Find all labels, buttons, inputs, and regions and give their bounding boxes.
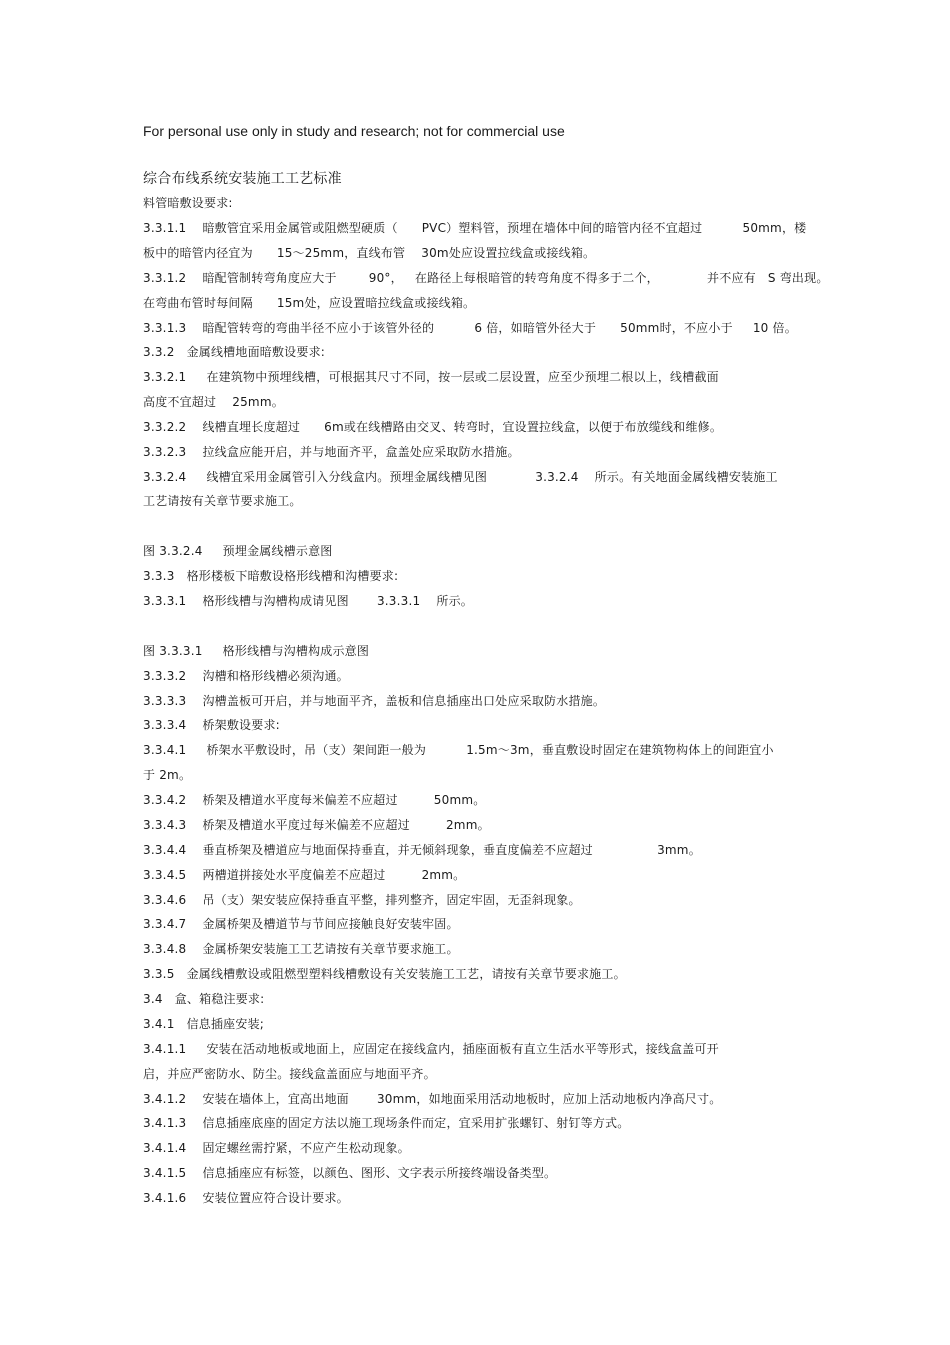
paragraph-line: 3.3.4.2 桥架及槽道水平度每米偏差不应超过 50mm。 bbox=[143, 793, 486, 807]
paragraph-line: 3.3.4.6 吊（支）架安装应保持垂直平整，排列整齐，固定牢固，无歪斜现象。 bbox=[143, 893, 581, 907]
paragraph-line: 3.4.1.2 安装在墙体上，宜高出地面 30mm，如地面采用活动地板时，应加上活动地板内净高尺寸。 bbox=[143, 1092, 722, 1106]
paragraph-line: 3.4.1.3 信息插座底座的固定方法以施工现场条件而定，宜采用扩张螺钉、射钉等方式。 bbox=[143, 1116, 630, 1130]
paragraph-line: 3.4.1.4 固定螺丝需拧紧，不应产生松动现象。 bbox=[143, 1141, 410, 1155]
section-heading: 3.4 盒、箱稳注要求: bbox=[143, 992, 265, 1006]
paragraph-line: 3.3.2.4 线槽宜采用金属管引入分线盒内。预埋金属线槽见图 3.3.2.4 所示。有关地面金属线槽安装施工 bbox=[143, 470, 778, 484]
paragraph-line: 3.3.4.8 金属桥架安装施工工艺请按有关章节要求施工。 bbox=[143, 942, 459, 956]
section-heading: 3.3.5 金属线槽敷设或阻燃型塑料线槽敷设有关安装施工工艺，请按有关章节要求施工。 bbox=[143, 967, 626, 981]
paragraph-line: 3.3.1.2 暗配管制转弯角度应大于 90°， 在路径上每根暗管的转弯角度不得多于二个， 并不应有 S 弯出现。 bbox=[143, 271, 829, 285]
paragraph-line: 板中的暗管内径宜为 15～25mm，直线布管 30m处应设置拉线盒或接线箱。 bbox=[143, 246, 596, 260]
paragraph-line: 3.3.3.4 桥架敷设要求: bbox=[143, 718, 280, 732]
figure-caption: 图 3.3.2.4 预埋金属线槽示意图 bbox=[143, 544, 333, 558]
section-heading: 3.3.3 格形楼板下暗敷设格形线槽和沟槽要求: bbox=[143, 569, 399, 583]
paragraph-line: 3.3.1.1 暗敷管宜采用金属管或阻燃型硬质（ PVC）塑料管，预埋在墙体中间的暗管内径不宜超过 50mm，楼 bbox=[143, 221, 807, 235]
figure-caption: 图 3.3.3.1 格形线槽与沟槽构成示意图 bbox=[143, 644, 370, 658]
document-title: 综合布线系统安装施工工艺标准 bbox=[143, 171, 342, 187]
paragraph-line: 工艺请按有关章节要求施工。 bbox=[143, 494, 302, 508]
paragraph-line: 3.3.4.5 两槽道拼接处水平度偏差不应超过 2mm。 bbox=[143, 868, 466, 882]
paragraph-line: 3.4.1.6 安装位置应符合设计要求。 bbox=[143, 1191, 349, 1205]
paragraph-line: 3.3.2.3 拉线盒应能开启，并与地面齐平，盒盖处应采取防水措施。 bbox=[143, 445, 520, 459]
paragraph-line: 3.3.3.3 沟槽盖板可开启，并与地面平齐，盖板和信息插座出口处应采取防水措施。 bbox=[143, 694, 606, 708]
paragraph-line: 3.3.4.1 桥架水平敷设时，吊（支）架间距一般为 1.5m～3m，垂直敷设时固定在建筑物构体上的间距宜小 bbox=[143, 743, 774, 757]
paragraph-line: 高度不宜超过 25mm。 bbox=[143, 395, 284, 409]
paragraph-line: 3.3.4.3 桥架及槽道水平度过每米偏差不应超过 2mm。 bbox=[143, 818, 490, 832]
paragraph-line: 3.4.1.1 安装在活动地板或地面上，应固定在接线盒内，插座面板有直立生活水平等形式，接线盒盖可开 bbox=[143, 1042, 719, 1056]
section-heading: 3.3.2 金属线槽地面暗敷设要求: bbox=[143, 345, 326, 359]
paragraph-line: 3.3.3.2 沟槽和格形线槽必须沟通。 bbox=[143, 669, 349, 683]
paragraph-line: 启，并应严密防水、防尘。接线盒盖面应与地面平齐。 bbox=[143, 1067, 436, 1081]
section-heading: 3.4.1 信息插座安装; bbox=[143, 1017, 265, 1031]
paragraph-line: 3.3.4.4 垂直桥架及槽道应与地面保持垂直，并无倾斜现象，垂直度偏差不应超过 3mm。 bbox=[143, 843, 701, 857]
paragraph-line: 3.3.2.2 线槽直埋长度超过 6m或在线槽路由交叉、转弯时，宜设置拉线盒，以便于布放缆线和维修。 bbox=[143, 420, 723, 434]
paragraph-line: 在弯曲布管时每间隔 15m处，应设置暗拉线盒或接线箱。 bbox=[143, 296, 476, 310]
paragraph-line: 3.3.4.7 金属桥架及槽道节与节间应接触良好安装牢固。 bbox=[143, 917, 459, 931]
paragraph-line: 料管暗敷设要求: bbox=[143, 196, 233, 210]
paragraph-line: 3.3.1.3 暗配管转弯的弯曲半径不应小于该管外径的 6 倍，如暗管外径大于 50mm时，不应小于 10 倍。 bbox=[143, 321, 797, 335]
paragraph-line: 于 2m。 bbox=[143, 768, 192, 782]
paragraph-line: 3.3.3.1 格形线槽与沟槽构成请见图 3.3.3.1 所示。 bbox=[143, 594, 473, 608]
paragraph-line: 3.4.1.5 信息插座应有标签，以颜色、图形、文字表示所接终端设备类型。 bbox=[143, 1166, 557, 1180]
paragraph-line: 3.3.2.1 在建筑物中预埋线槽，可根据其尺寸不同，按一层或二层设置，应至少预埋二根以上，线槽截面 bbox=[143, 370, 719, 384]
disclaimer-text: For personal use only in study and research; not for commercial use bbox=[143, 123, 565, 139]
